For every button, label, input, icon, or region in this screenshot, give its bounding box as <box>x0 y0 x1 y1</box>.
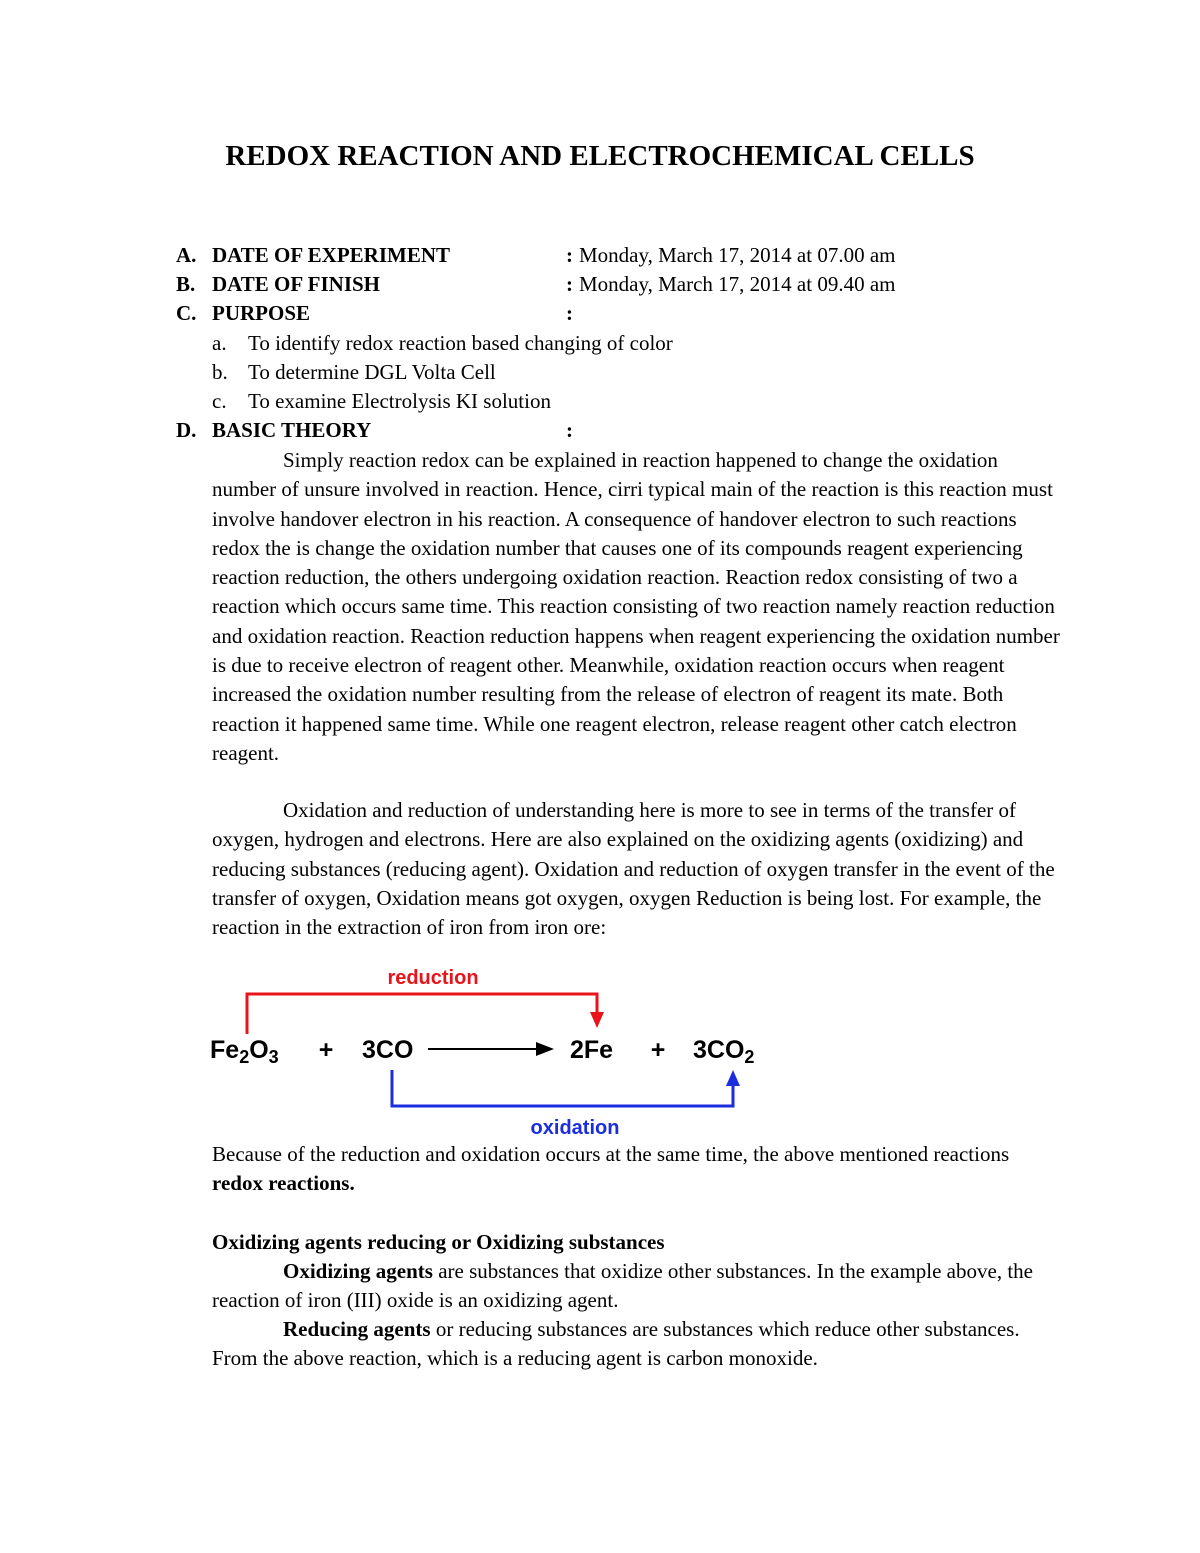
redox-conclusion <box>212 1140 1062 1199</box>
oxidation-arrowhead <box>726 1070 740 1086</box>
reaction-arrowhead <box>536 1042 554 1056</box>
section-colon: : <box>566 418 573 442</box>
theory-paragraph-2: Oxidation and reduction of understanding here is more to see in terms of the transfer of oxygen, hydrogen and electrons. Here are also explained on the oxidizing agents (oxidizing) and reducing substances (reducing agent). Oxidation and reduction of oxygen transfer in the event of the transfer of oxygen, Oxidation means got oxygen, oxygen Reduction is being lost. For example, the reaction in the extraction of iron from iron ore: <box>212 798 1055 940</box>
oxidizing-agents-term: Oxidizing agents <box>283 1259 433 1283</box>
reducing-agents-text: or reducing substances are substances which reduce other substances. From the above reaction, which is a reducing agent is carbon monoxide. <box>212 1317 1020 1371</box>
section-key: D. <box>176 418 197 442</box>
conclusion-text: Because of the reduction and oxidation occurs at the same time, the above mentioned reactions <box>212 1142 1010 1166</box>
page-title: REDOX REACTION AND ELECTROCHEMICAL CELLS <box>225 140 975 172</box>
reduction-label: reduction <box>387 967 479 989</box>
reactant-fe2o3: $Fe_2O_3$ <box>210 1036 279 1067</box>
conclusion-period: . <box>349 1171 355 1196</box>
oxidation-label: oxidation <box>530 1117 620 1139</box>
purpose-item-text: To examine Electrolysis KI solution <box>248 389 551 413</box>
reducing-agents-paragraph <box>212 1315 1062 1374</box>
section-colon: : <box>566 243 573 267</box>
section-key: B. <box>176 272 196 296</box>
reactant-3co: 3CO <box>362 1036 414 1064</box>
section-colon: : <box>566 272 573 296</box>
reduction-arrowhead <box>590 1012 604 1028</box>
reducing-agents-term: Reducing agents <box>283 1317 431 1341</box>
section-key: C. <box>176 301 197 325</box>
product-2fe: 2Fe <box>570 1036 614 1064</box>
section-label: DATE OF EXPERIMENT <box>212 243 451 267</box>
agents-heading: Oxidizing agents reducing or Oxidizing substances <box>212 1230 665 1254</box>
purpose-item-text: To determine DGL Volta Cell <box>248 360 496 384</box>
section-colon: : <box>566 301 573 325</box>
section-label: DATE OF FINISH <box>212 272 381 296</box>
reduction-bracket <box>247 994 597 1034</box>
section-key: A. <box>176 243 197 267</box>
oxidation-bracket <box>392 1070 733 1106</box>
purpose-item-key: a. <box>212 331 227 355</box>
plus-sign: + <box>650 1036 666 1064</box>
theory-paragraph-1: Simply reaction redox can be explained in reaction happened to change the oxidation number of unsure involved in reaction. Hence, cirri typical main of the reaction is this reaction must involve handover electron in his reaction. A consequence of handover electron to such reactions redox the is change the oxidation number that causes one of its compounds reagent experiencing reaction reduction, the others undergoing oxidation reaction. Reaction redox consisting of two a reaction which occurs same time. This reaction consisting of two reaction namely reaction reduction and oxidation reaction. Reaction reduction happens when reagent experiencing the oxidation number is due to receive electron of reagent other. Meanwhile, oxidation reaction occurs when reagent increased the oxidation number resulting from the release of electron of reagent its mate. Both reaction it happened same time. While one reagent electron, release reagent other catch electron reagent. <box>212 448 1060 765</box>
oxidizing-agents-text: are substances that oxidize other substances. In the example above, the reaction of iron (III) oxide is an oxidizing agent. <box>212 1259 1033 1313</box>
purpose-item-key: b. <box>212 360 228 384</box>
section-label: PURPOSE <box>212 301 311 325</box>
redox-equation-diagram <box>200 962 800 1142</box>
section-value: Monday, March 17, 2014 at 07.00 am <box>579 243 896 267</box>
conclusion-bold: redox reactions <box>212 1171 350 1196</box>
oxidizing-agents-paragraph <box>212 1257 1062 1316</box>
purpose-item-text: To identify redox reaction based changing of color <box>248 331 673 355</box>
product-3co2: $3CO_2$ <box>693 1036 755 1067</box>
plus-sign: + <box>318 1036 334 1064</box>
section-value: Monday, March 17, 2014 at 09.40 am <box>579 272 896 296</box>
purpose-item-key: c. <box>212 389 227 413</box>
section-label: BASIC THEORY <box>212 418 372 442</box>
